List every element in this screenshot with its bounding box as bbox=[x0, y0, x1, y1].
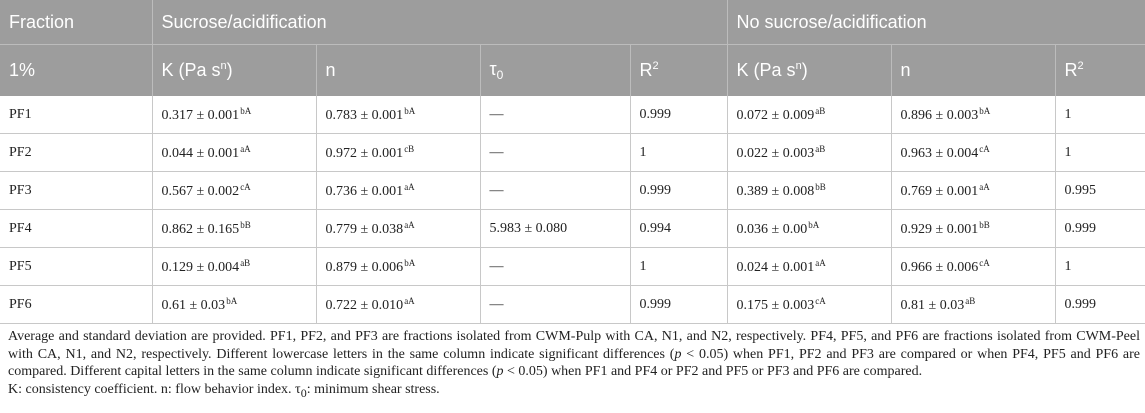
significance-letters: bA bbox=[404, 105, 416, 116]
header-k-no-sucrose: K (Pa $s^n$) bbox=[727, 45, 891, 97]
header-fraction: Fraction bbox=[0, 0, 152, 45]
table-row bbox=[0, 286, 1145, 324]
cell-n-no-sucrose: $0.896 \pm 0.003^{bA}$ bbox=[891, 96, 1055, 134]
significance-letters: bA bbox=[979, 105, 991, 116]
table-body bbox=[0, 96, 1145, 324]
cell-fraction: PF1 bbox=[0, 96, 152, 134]
significance-letters: aA bbox=[979, 181, 990, 192]
significance-letters: aB bbox=[240, 257, 251, 268]
cell-r2-no-sucrose: 1 bbox=[1055, 96, 1145, 134]
cell-n-sucrose: $0.879 \pm 0.006^{bA}$ bbox=[316, 248, 480, 286]
significance-letters: cA bbox=[240, 181, 251, 192]
cell-tau-sucrose: — bbox=[480, 96, 630, 134]
cell-r2-no-sucrose: 1 bbox=[1055, 134, 1145, 172]
cell-fraction: PF6 bbox=[0, 286, 152, 324]
cell-k-no-sucrose: $0.072 \pm 0.009^{aB}$ bbox=[727, 96, 891, 134]
header-n-sucrose: n bbox=[316, 45, 480, 97]
significance-letters: cA bbox=[979, 257, 990, 268]
significance-letters: aA bbox=[815, 257, 826, 268]
significance-letters: aA bbox=[240, 143, 251, 154]
table-footnotes bbox=[8, 328, 1140, 402]
header-row-columns bbox=[0, 45, 1145, 97]
cell-fraction: PF3 bbox=[0, 172, 152, 210]
significance-letters: bA bbox=[404, 257, 416, 268]
cell-k-sucrose: $0.317 \pm 0.001^{bA}$ bbox=[152, 96, 316, 134]
cell-r2-sucrose: 0.994 bbox=[630, 210, 727, 248]
significance-letters: bB bbox=[240, 219, 251, 230]
footnote-abbreviations: K: consistency coefficient. n: flow behavior index. τ0: minimum shear stress. bbox=[8, 381, 440, 400]
cell-k-no-sucrose: $0.036 \pm 0.00^{bA}$ bbox=[727, 210, 891, 248]
cell-tau-sucrose: — bbox=[480, 172, 630, 210]
header-group-sucrose: Sucrose/acidification bbox=[152, 0, 727, 45]
cell-n-no-sucrose: $0.966 \pm 0.006^{cA}$ bbox=[891, 248, 1055, 286]
cell-n-no-sucrose: $0.81 \pm 0.03^{aB}$ bbox=[891, 286, 1055, 324]
cell-n-no-sucrose: $0.963 \pm 0.004^{cA}$ bbox=[891, 134, 1055, 172]
cell-n-sucrose: $0.783 \pm 0.001^{bA}$ bbox=[316, 96, 480, 134]
cell-fraction: PF5 bbox=[0, 248, 152, 286]
significance-letters: aA bbox=[404, 219, 415, 230]
header-tau-sucrose: $\tau_0$ bbox=[480, 45, 630, 97]
cell-n-sucrose: $0.972 \pm 0.001^{cB}$ bbox=[316, 134, 480, 172]
table-row bbox=[0, 210, 1145, 248]
cell-n-sucrose: $0.779 \pm 0.038^{aA}$ bbox=[316, 210, 480, 248]
table-row bbox=[0, 96, 1145, 134]
cell-r2-no-sucrose: 1 bbox=[1055, 248, 1145, 286]
header-group-no-sucrose: No sucrose/acidification bbox=[727, 0, 1145, 45]
significance-letters: cA bbox=[979, 143, 990, 154]
cell-n-sucrose: $0.722 \pm 0.010^{aA}$ bbox=[316, 286, 480, 324]
header-k-sucrose: K (Pa $s^n$) bbox=[152, 45, 316, 97]
cell-r2-no-sucrose: 0.995 bbox=[1055, 172, 1145, 210]
header-concentration: 1% bbox=[0, 45, 152, 97]
cell-tau-sucrose: — bbox=[480, 248, 630, 286]
significance-letters: bA bbox=[808, 219, 820, 230]
table-row bbox=[0, 134, 1145, 172]
significance-letters: cB bbox=[404, 143, 415, 154]
header-r2-no-sucrose: $R^2$ bbox=[1055, 45, 1145, 97]
significance-letters: aB bbox=[815, 143, 826, 154]
header-r2-sucrose: $R^2$ bbox=[630, 45, 727, 97]
significance-letters: aA bbox=[404, 181, 415, 192]
cell-r2-no-sucrose: 0.999 bbox=[1055, 210, 1145, 248]
cell-fraction: PF4 bbox=[0, 210, 152, 248]
cell-k-sucrose: $0.567 \pm 0.002^{cA}$ bbox=[152, 172, 316, 210]
cell-n-sucrose: $0.736 \pm 0.001^{aA}$ bbox=[316, 172, 480, 210]
cell-k-no-sucrose: $0.175 \pm 0.003^{cA}$ bbox=[727, 286, 891, 324]
cell-n-no-sucrose: $0.769 \pm 0.001^{aA}$ bbox=[891, 172, 1055, 210]
cell-r2-sucrose: 0.999 bbox=[630, 286, 727, 324]
cell-tau-sucrose: 5.983 ± 0.080 bbox=[480, 210, 630, 248]
table-row bbox=[0, 248, 1145, 286]
cell-k-no-sucrose: $0.024 \pm 0.001^{aA}$ bbox=[727, 248, 891, 286]
cell-k-sucrose: $0.61 \pm 0.03^{bA}$ bbox=[152, 286, 316, 324]
cell-k-sucrose: $0.862 \pm 0.165^{bB}$ bbox=[152, 210, 316, 248]
cell-r2-sucrose: 0.999 bbox=[630, 96, 727, 134]
cell-r2-sucrose: 1 bbox=[630, 248, 727, 286]
significance-letters: cA bbox=[815, 295, 826, 306]
footnote-method: Average and standard deviation are provided. PF1, PF2, and PF3 are fractions isolated from CWM-Pulp with CA, N1, and N2, respectively. PF4, PF5, and PF6 are fractions isolated from CWM-Peel with CA, N1, and N2, respectively. Different lowercase letters in the same column indicate significant differences (p < 0.05) when PF1, PF2 and PF3 are compared or when PF4, PF5 and PF6 are compared. Different capital letters in the same column indicate significant differences (p < 0.05) when PF1 and PF4 or PF2 and PF5 or PF3 and PF6 are compared. bbox=[8, 329, 1140, 380]
significance-letters: bB bbox=[815, 181, 826, 192]
significance-letters: bA bbox=[226, 295, 238, 306]
table-row bbox=[0, 172, 1145, 210]
cell-tau-sucrose: — bbox=[480, 286, 630, 324]
cell-fraction: PF2 bbox=[0, 134, 152, 172]
cell-k-no-sucrose: $0.389 \pm 0.008^{bB}$ bbox=[727, 172, 891, 210]
significance-letters: bA bbox=[240, 105, 252, 116]
cell-k-sucrose: $0.044 \pm 0.001^{aA}$ bbox=[152, 134, 316, 172]
cell-k-no-sucrose: $0.022 \pm 0.003^{aB}$ bbox=[727, 134, 891, 172]
significance-letters: aA bbox=[404, 295, 415, 306]
header-row-groups bbox=[0, 0, 1145, 45]
significance-letters: aB bbox=[965, 295, 976, 306]
significance-letters: bB bbox=[979, 219, 990, 230]
header-n-no-sucrose: n bbox=[891, 45, 1055, 97]
cell-k-sucrose: $0.129 \pm 0.004^{aB}$ bbox=[152, 248, 316, 286]
cell-n-no-sucrose: $0.929 \pm 0.001^{bB}$ bbox=[891, 210, 1055, 248]
cell-r2-sucrose: 1 bbox=[630, 134, 727, 172]
cell-r2-sucrose: 0.999 bbox=[630, 172, 727, 210]
cell-tau-sucrose: — bbox=[480, 134, 630, 172]
significance-letters: aB bbox=[815, 105, 826, 116]
cell-r2-no-sucrose: 0.999 bbox=[1055, 286, 1145, 324]
